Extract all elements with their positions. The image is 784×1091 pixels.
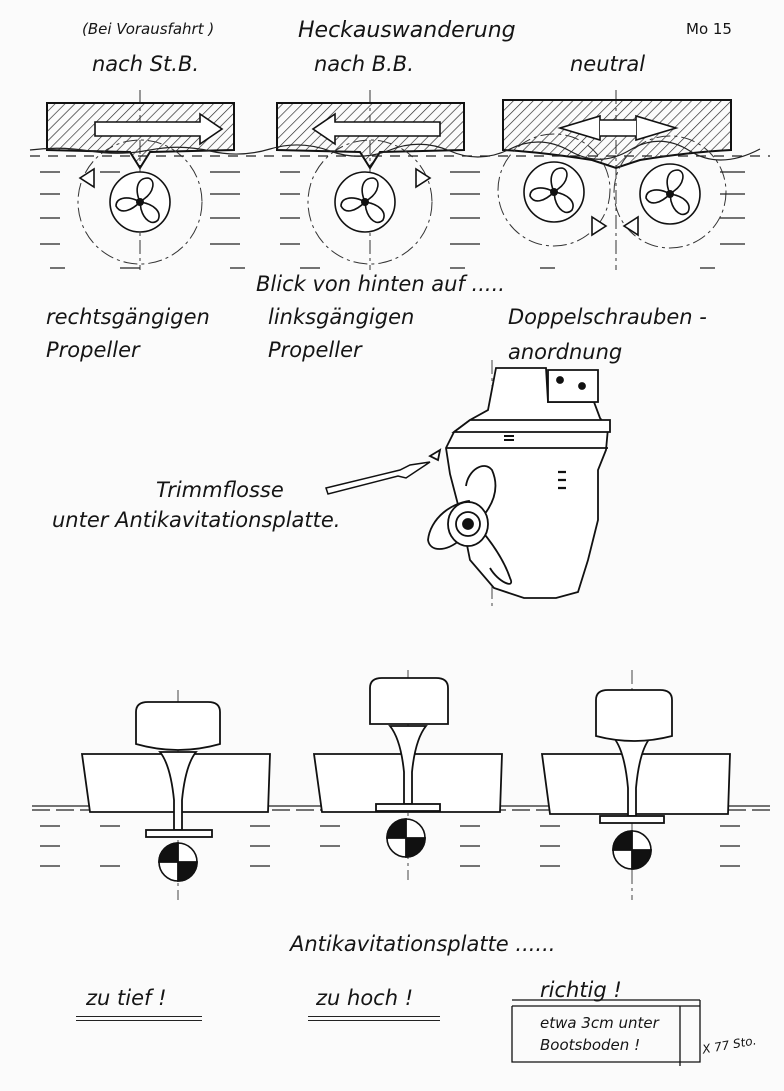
view-caption: Blick von hinten auf ..... bbox=[256, 272, 505, 296]
condition-label: (Bei Vorausfahrt ) bbox=[82, 20, 215, 38]
note-box bbox=[512, 1000, 700, 1066]
verdict-too-high: zu hoch ! bbox=[316, 986, 414, 1010]
trim-label-2: unter Antikavitationsplatte. bbox=[52, 508, 341, 532]
direction-neutral: neutral bbox=[570, 52, 646, 76]
trim-tab-pointer bbox=[326, 462, 430, 494]
underline-too-high bbox=[308, 1016, 440, 1017]
plate-caption: Antikavitationsplatte ...... bbox=[290, 932, 556, 956]
label-twin-1: Doppelschrauben - bbox=[508, 305, 707, 329]
verdict-correct: richtig ! bbox=[540, 978, 622, 1002]
mount-too-high bbox=[314, 670, 502, 880]
page-title: Heckauswanderung bbox=[298, 18, 516, 43]
stern-view-bb bbox=[277, 90, 464, 270]
page-id: Mo 15 bbox=[686, 20, 732, 38]
trim-label-1: Trimmflosse bbox=[156, 478, 284, 502]
label-right-hand-1: rechtsgängigen bbox=[46, 305, 210, 329]
underline-too-deep bbox=[76, 1016, 202, 1017]
label-right-hand-2: Propeller bbox=[46, 338, 140, 362]
mount-correct bbox=[542, 670, 730, 900]
underline-too-deep-2 bbox=[76, 1020, 202, 1021]
stern-view-twin bbox=[498, 90, 731, 270]
mount-too-deep bbox=[82, 690, 270, 900]
note-line-2: Bootsboden ! bbox=[540, 1036, 641, 1054]
label-twin-2: anordnung bbox=[508, 340, 623, 364]
label-left-hand-1: linksgängigen bbox=[268, 305, 415, 329]
direction-bb: nach B.B. bbox=[314, 52, 414, 76]
label-left-hand-2: Propeller bbox=[268, 338, 362, 362]
outboard-lower-unit bbox=[428, 360, 610, 610]
stern-view-stb bbox=[47, 90, 234, 270]
signature: X 77 Sto. bbox=[701, 1033, 758, 1057]
verdict-too-deep: zu tief ! bbox=[86, 986, 167, 1010]
underline-too-high-2 bbox=[308, 1020, 440, 1021]
direction-stb: nach St.B. bbox=[92, 52, 200, 76]
note-line-1: etwa 3cm unter bbox=[540, 1014, 659, 1032]
